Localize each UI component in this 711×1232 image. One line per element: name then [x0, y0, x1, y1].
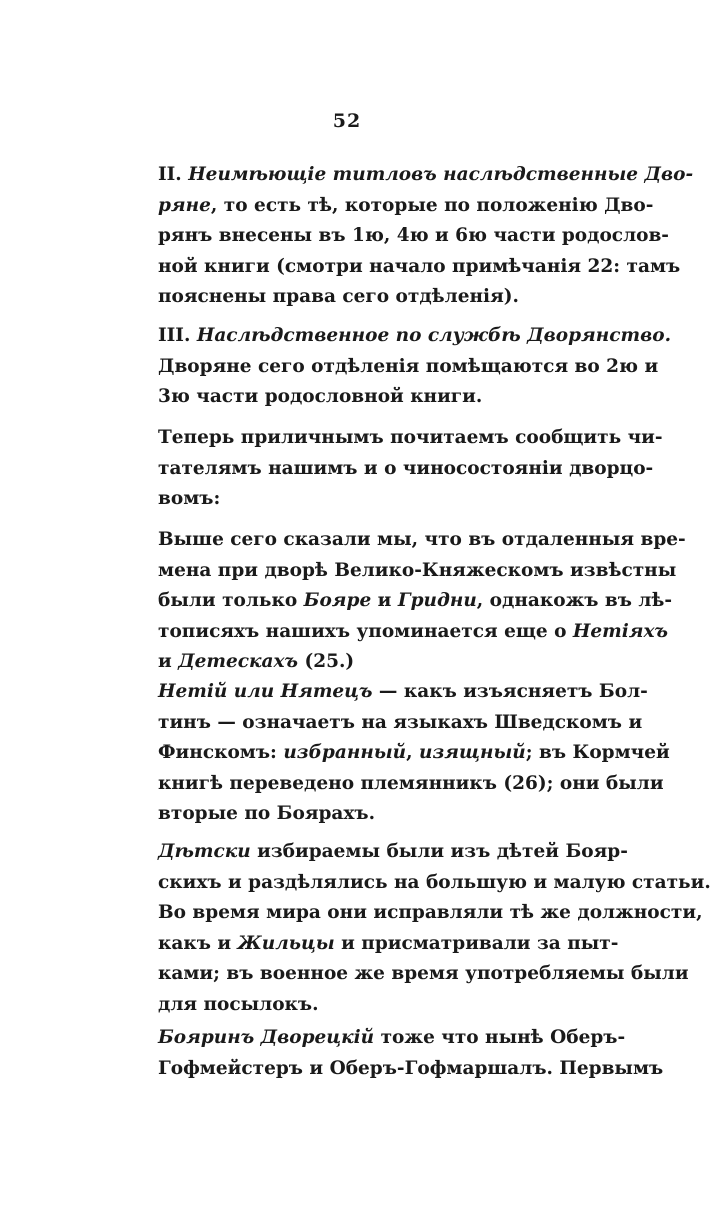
italic-text: Гридни: [397, 590, 477, 611]
paragraph-court-ranks-intro: [158, 423, 663, 515]
text-line: [158, 738, 670, 769]
text-run: и: [371, 590, 398, 611]
text-line: [158, 221, 669, 252]
text-line: [158, 525, 686, 556]
text-line: [158, 929, 652, 960]
text-run: ками; въ военное же время употребляемы были: [158, 963, 689, 984]
text-line: [158, 647, 652, 678]
text-run: избираемы были изъ дѣтей Бояр-: [250, 841, 628, 862]
page-number: 52: [332, 110, 362, 132]
italic-text: избранный: [283, 742, 407, 763]
text-run: , однакожъ въ лѣ-: [476, 590, 673, 611]
text-run: тописяхъ нашихъ упоминается еще о: [158, 620, 573, 642]
text-line: [158, 382, 652, 413]
text-line: [158, 837, 652, 868]
text-run: — какъ изъясняетъ Бол-: [372, 681, 648, 702]
text-line: [158, 556, 677, 587]
text-line: [158, 1023, 652, 1054]
italic-text: Бояринъ Дворецкій: [158, 1027, 375, 1048]
text-run: пояснены права сего отдѣленія).: [158, 286, 519, 307]
text-run: какъ и: [158, 932, 238, 954]
text-run: 3ю части родословной книги.: [158, 386, 483, 407]
text-run: и присматривали за пыт-: [334, 932, 619, 954]
italic-text: Дѣтски: [158, 841, 251, 862]
text-run: (25.): [298, 651, 355, 672]
text-run: были только: [158, 590, 304, 611]
text-run: ной книги (смотри начало примѣчанія 22: тамъ: [158, 255, 681, 277]
text-line: [158, 959, 689, 990]
text-run: ; въ Кормчей: [525, 742, 670, 763]
paragraph-detski: [158, 837, 711, 1020]
text-line: [158, 769, 664, 800]
paragraph-ancient-court: [158, 525, 686, 678]
text-run: Гофмейстеръ и Оберъ-Гофмаршалъ. Первымъ: [158, 1057, 664, 1079]
text-line: [158, 191, 652, 222]
text-line: [158, 677, 652, 708]
text-run: ,: [406, 742, 419, 763]
text-run: для посылокъ.: [158, 993, 319, 1015]
text-run: , то есть тѣ, которые по положенію Дво-: [210, 194, 654, 216]
text-run: рянъ внесены въ 1ю, 4ю и 6ю части родослов-: [158, 225, 669, 246]
paragraph-noble-untitled: [158, 160, 694, 313]
text-line: [158, 252, 681, 283]
text-line: [158, 321, 672, 352]
text-run: Финскомъ:: [158, 742, 284, 763]
text-run: Дворяне сего отдѣленія помѣщаются во 2ю и: [158, 355, 659, 377]
italic-text: Наслѣдственное по службѣ Дворянство.: [196, 325, 672, 346]
paragraph-boyarin-dvoretsky: [158, 1023, 664, 1084]
text-run: III.: [158, 325, 197, 346]
text-run: вомъ:: [158, 488, 221, 509]
text-line: [158, 586, 673, 617]
italic-text: Бояре: [303, 590, 372, 611]
text-line: [158, 160, 694, 191]
text-line: [158, 617, 668, 648]
italic-text: Нетій или Нятецъ: [158, 681, 373, 702]
text-run: Выше сего сказали мы, что въ отдаленныя вре-: [158, 529, 686, 550]
italic-text: Детескахъ: [178, 651, 298, 672]
text-line: [158, 352, 659, 383]
italic-text: Жильцы: [237, 932, 335, 954]
text-run: II.: [158, 164, 189, 185]
text-line: [158, 898, 703, 929]
text-line: [158, 990, 652, 1021]
text-run: и: [158, 651, 179, 672]
text-line: [158, 799, 652, 830]
text-run: книгѣ переведено племянникъ (26); они были: [158, 772, 664, 794]
text-run: скихъ и раздѣлялись на большую и малую статьи.: [158, 871, 711, 893]
text-line: [158, 868, 711, 899]
text-line: [158, 454, 652, 485]
text-run: тателямъ нашимъ и о чиносостояніи дворцо-: [158, 457, 654, 479]
text-run: тинъ — означаетъ на языкахъ Шведскомъ и: [158, 711, 643, 733]
text-run: вторые по Боярахъ.: [158, 803, 376, 824]
italic-text: ряне: [158, 194, 211, 216]
text-run: мена при дворѣ Велико-Княжескомъ извѣстны: [158, 559, 677, 581]
italic-text: Нетіяхъ: [572, 620, 668, 642]
text-line: [158, 708, 652, 739]
italic-text: изящный: [419, 742, 526, 763]
text-run: Теперь приличнымъ почитаемъ сообщить чи-: [158, 427, 663, 448]
paragraph-hereditary-service-nobility: [158, 321, 672, 413]
italic-text: Неимѣющіе титловъ наслѣдственные Дво-: [188, 164, 694, 185]
text-line: [158, 423, 663, 454]
paragraph-netii: [158, 677, 670, 830]
text-run: Во время мира они исправляли тѣ же должности,: [158, 902, 703, 923]
text-line: [158, 484, 652, 515]
text-line: [158, 282, 652, 313]
text-run: тоже что нынѣ Оберъ-: [374, 1027, 626, 1048]
text-line: [158, 1054, 664, 1085]
